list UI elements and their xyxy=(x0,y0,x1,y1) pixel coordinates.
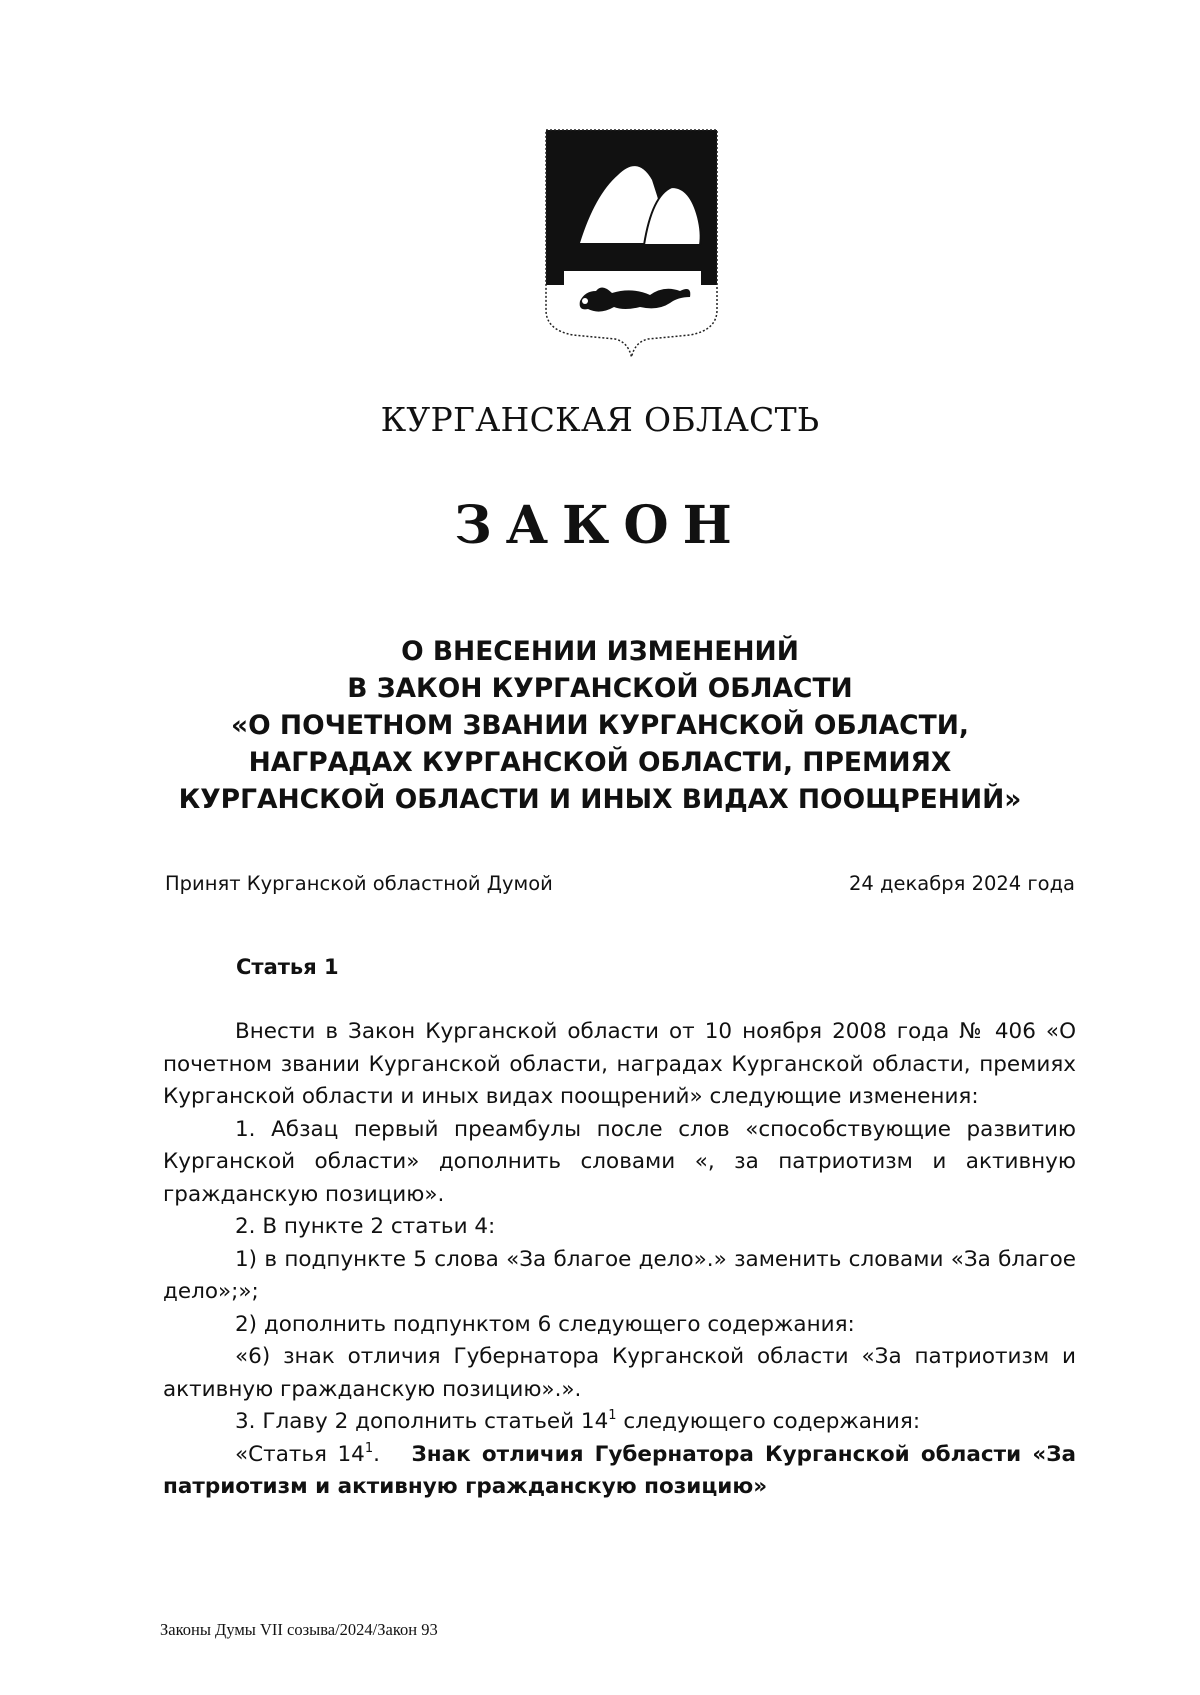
law-title xyxy=(140,633,1060,818)
amendment-item-1: 1. Абзац первый преамбулы после слов «способствующие развитию Курганской области» дополнить словами «, за патриотизм и активную гражданскую позицию». xyxy=(163,1116,1076,1207)
title-line: «О ПОЧЕТНОМ ЗВАНИИ КУРГАНСКОЙ ОБЛАСТИ, xyxy=(231,710,969,741)
article-intro: Внести в Закон Курганской области от 10 ноября 2008 года № 406 «О почетном звании Курганской области, наградах Курганской области, премиях Курганской области и иных видах поощрений» следующие изменения: xyxy=(163,1019,1076,1109)
document-type: ЗАКОН xyxy=(454,495,746,556)
adoption-date: 24 декабря 2024 года xyxy=(849,872,1075,895)
amendment-item-3 xyxy=(163,1406,1076,1439)
region-name: КУРГАНСКАЯ ОБЛАСТЬ xyxy=(380,400,820,439)
amendment-subitem-2-2-text: «6) знак отличия Губернатора Курганской области «За патриотизм и активную гражданскую позицию».». xyxy=(163,1344,1076,1402)
footer-reference: Законы Думы VII созыва/2024/Закон 93 xyxy=(160,1620,438,1639)
amendment-subitem-2-2: 2) дополнить подпунктом 6 следующего содержания: xyxy=(235,1311,855,1337)
superscript: 1 xyxy=(608,1408,617,1423)
new-article-title: Знак отличия Губернатора Курганской области «За патриотизм и активную гражданскую позицию» xyxy=(163,1441,1077,1499)
superscript: 1 xyxy=(364,1440,374,1456)
new-article-dot: . xyxy=(373,1441,380,1467)
item-3-text: 3. Главу 2 дополнить статьей 14 xyxy=(235,1409,609,1434)
coat-of-arms-icon xyxy=(540,125,723,360)
title-line: В ЗАКОН КУРГАНСКОЙ ОБЛАСТИ xyxy=(347,673,853,704)
amendment-item-2: 2. В пункте 2 статьи 4: xyxy=(235,1214,496,1239)
adoption-line xyxy=(165,872,1075,902)
adopting-body: Принят Курганской областной Думой xyxy=(165,872,553,895)
new-article-label: «Статья 14 xyxy=(235,1441,365,1467)
title-line: О ВНЕСЕНИИ ИЗМЕНЕНИЙ xyxy=(401,636,799,667)
title-line: НАГРАДАХ КУРГАНСКОЙ ОБЛАСТИ, ПРЕМИЯХ xyxy=(248,747,952,778)
title-line: КУРГАНСКОЙ ОБЛАСТИ И ИНЫХ ВИДАХ ПООЩРЕНИЙ» xyxy=(178,784,1022,815)
amendment-subitem-2-1: 1) в подпункте 5 слова «За благое дело».» заменить словами «За благое дело»;»; xyxy=(163,1246,1076,1304)
new-article-heading xyxy=(163,1439,1076,1504)
article-body xyxy=(163,1016,1076,1504)
article-heading: Статья 1 xyxy=(236,955,339,979)
item-3-text-tail: следующего содержания: xyxy=(616,1409,921,1434)
